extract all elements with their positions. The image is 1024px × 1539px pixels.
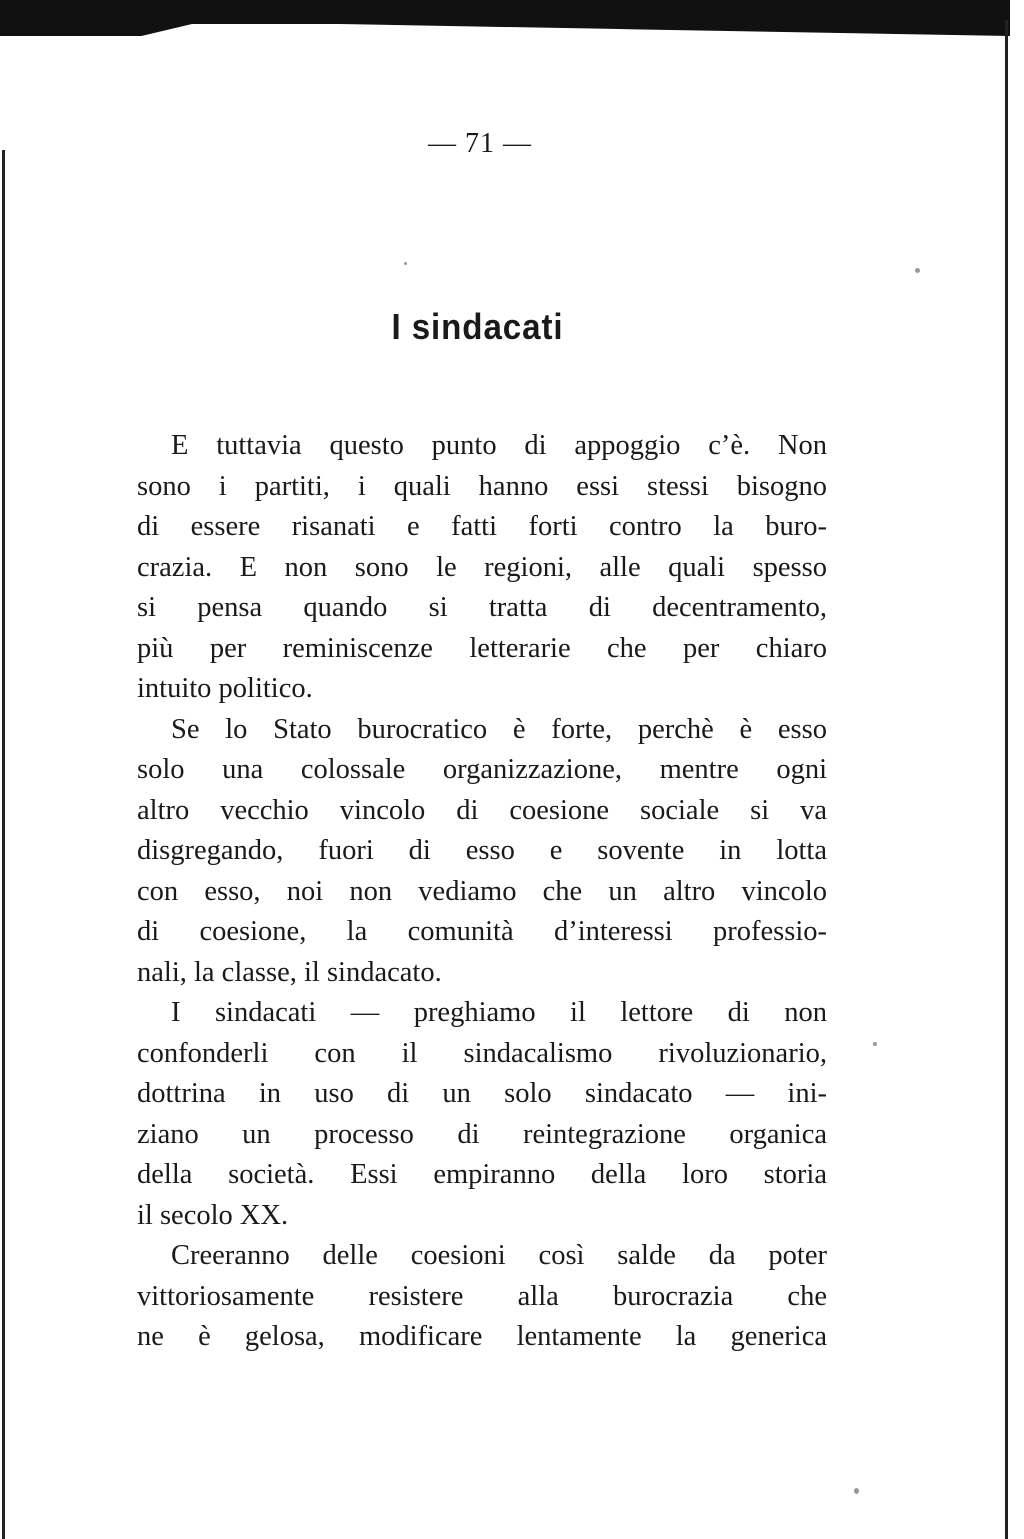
- text-line: ne è gelosa, modificare lentamente la generica: [137, 1321, 827, 1352]
- scan-speck: [854, 1488, 859, 1494]
- text-line: disgregando, fuori di esso e sovente in lotta: [137, 835, 827, 866]
- text-line: della società. Essi empiranno della loro storia: [137, 1159, 827, 1190]
- text-line: con esso, noi non vediamo che un altro vincolo: [137, 875, 827, 907]
- scan-right-edge: [1005, 20, 1018, 1539]
- text-line: ziano un processo di reintegrazione organica: [137, 1118, 827, 1150]
- text-line: dottrina in uso di un solo sindacato — ini-: [137, 1078, 827, 1109]
- body-text: [137, 426, 827, 1358]
- text-line: di essere risanati e fatti forti contro la buro-: [137, 511, 827, 542]
- scan-top-border-band: [150, 0, 1010, 24]
- scan-speck: [404, 262, 407, 265]
- text-line: E tuttavia questo punto di appoggio c’è. Non: [171, 430, 827, 461]
- text-line: il secolo XX.: [137, 1199, 289, 1231]
- text-line: nali, la classe, il sindacato.: [137, 956, 442, 988]
- text-line: I sindacati — preghiamo il lettore di non: [171, 997, 827, 1028]
- text-line: Creeranno delle coesioni così salde da poter: [171, 1240, 827, 1271]
- text-line: vittoriosamente resistere alla burocrazia che: [137, 1280, 827, 1312]
- text-line: confonderli con il sindacalismo rivoluzionario,: [137, 1037, 827, 1069]
- scan-left-edge: [2, 150, 5, 1539]
- chapter-title: I sindacati: [391, 306, 564, 347]
- page-number: — 71 —: [428, 128, 532, 159]
- text-line: più per reminiscenze letterarie che per chiaro: [137, 632, 827, 664]
- text-line: crazia. E non sono le regioni, alle quali spesso: [137, 551, 827, 583]
- text-line: di coesione, la comunità d’interessi professio-: [137, 916, 827, 947]
- text-line: sono i partiti, i quali hanno essi stessi bisogno: [137, 470, 827, 502]
- text-line: intuito politico.: [137, 673, 313, 704]
- text-line: altro vecchio vincolo di coesione sociale si va: [137, 794, 827, 826]
- scan-speck: [915, 268, 920, 273]
- text-line: Se lo Stato burocratico è forte, perchè è esso: [171, 713, 827, 745]
- text-line: solo una colossale organizzazione, mentre ogni: [137, 754, 827, 785]
- scan-speck: [873, 1042, 877, 1046]
- text-line: si pensa quando si tratta di decentramento,: [137, 592, 827, 623]
